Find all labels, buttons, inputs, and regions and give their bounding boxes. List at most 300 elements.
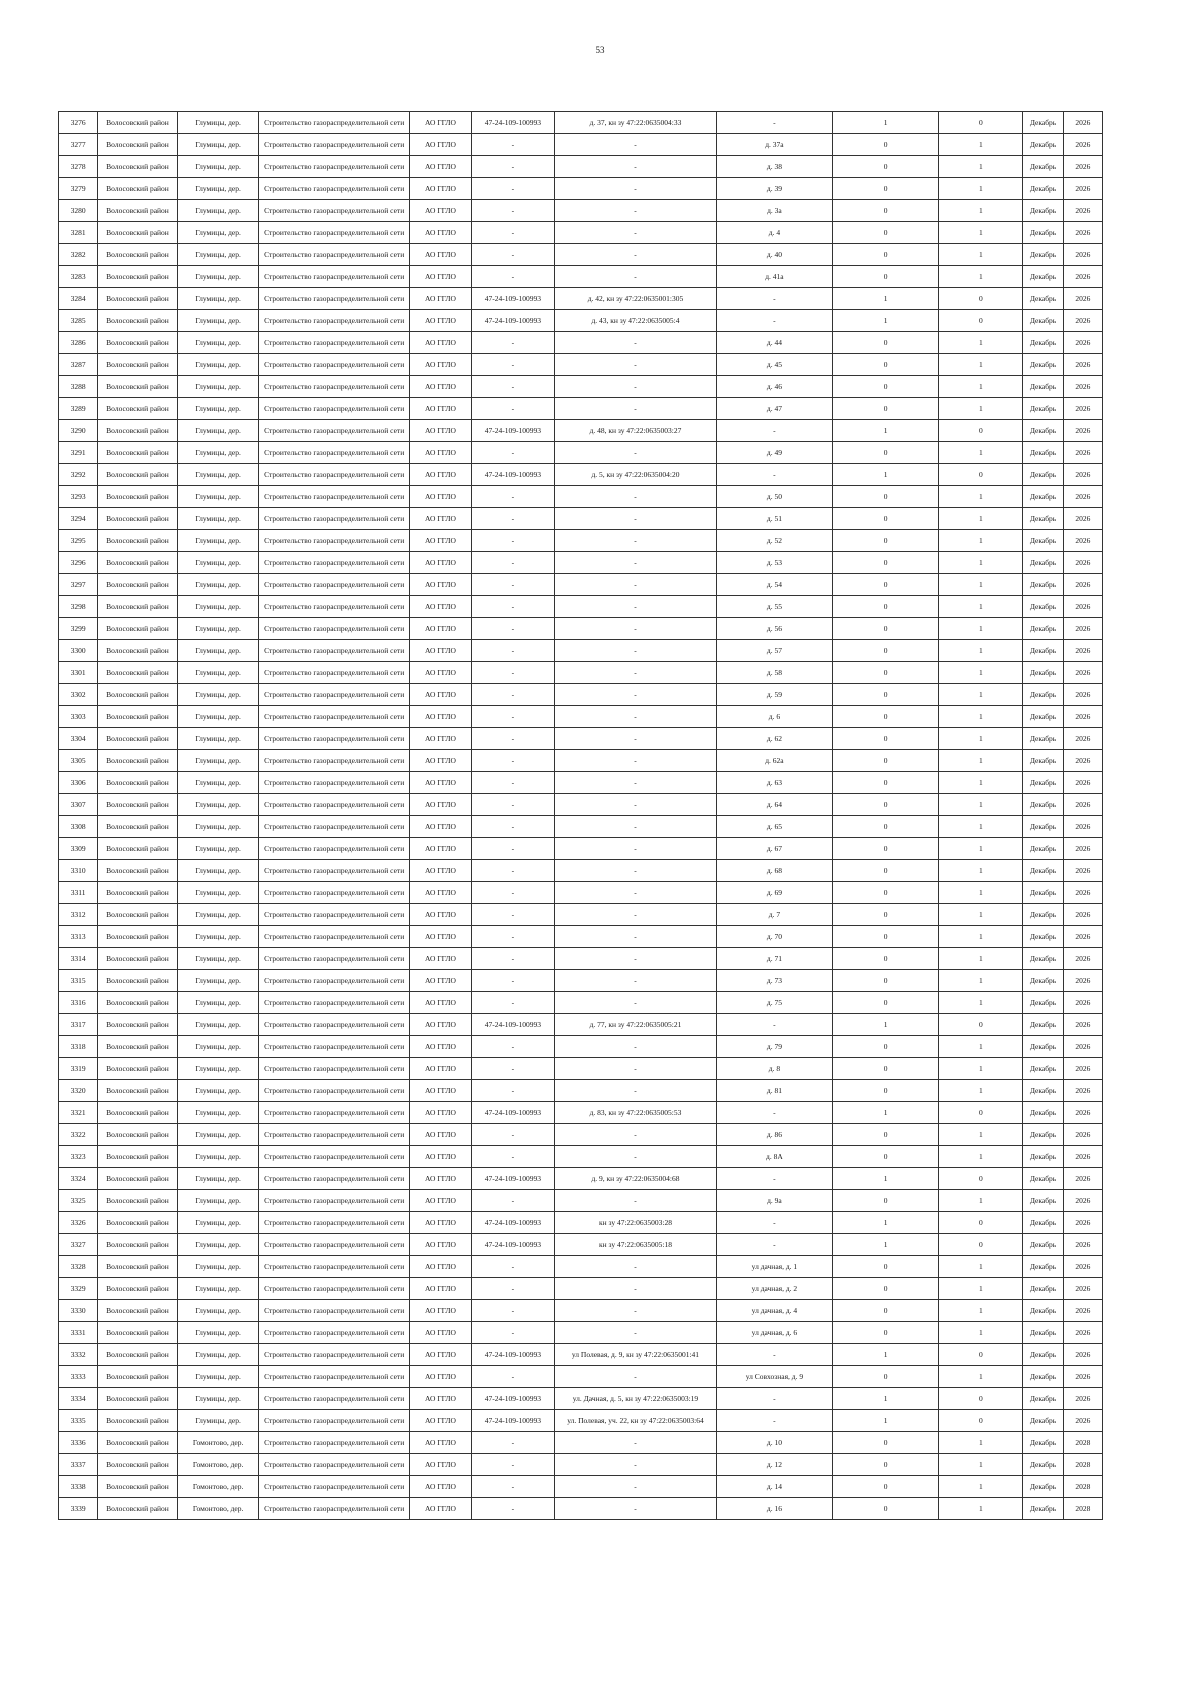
cell-work-type: Строительство газораспределительной сети [259, 1300, 409, 1322]
cell-year: 2026 [1063, 948, 1102, 970]
cell-cadastral-info: - [554, 706, 716, 728]
cell-year: 2026 [1063, 838, 1102, 860]
cell-year: 2026 [1063, 1212, 1102, 1234]
cell-work-type: Строительство газораспределительной сети [259, 1014, 409, 1036]
cell-settlement: Глумицы, дер. [177, 574, 259, 596]
cell-address: - [717, 310, 833, 332]
cell-year: 2026 [1063, 1080, 1102, 1102]
cell-cadastral-info: - [554, 1432, 716, 1454]
cell-district: Волосовский район [98, 1366, 178, 1388]
cell-value-b: 1 [939, 1454, 1023, 1476]
cell-cadastral-info: - [554, 904, 716, 926]
cell-district: Волосовский район [98, 904, 178, 926]
cell-year: 2026 [1063, 684, 1102, 706]
cell-settlement: Глумицы, дер. [177, 1124, 259, 1146]
table-row [59, 486, 1103, 508]
cell-program-code: - [471, 442, 554, 464]
cell-year: 2026 [1063, 970, 1102, 992]
cell-value-a: 1 [832, 1344, 939, 1366]
cell-work-type: Строительство газораспределительной сети [259, 288, 409, 310]
cell-month: Декабрь [1023, 1124, 1063, 1146]
cell-value-b: 1 [939, 728, 1023, 750]
cell-value-a: 0 [832, 508, 939, 530]
cell-cadastral-info: д. 42, кн зу 47:22:0635001:305 [554, 288, 716, 310]
cell-work-type: Строительство газораспределительной сети [259, 508, 409, 530]
cell-cadastral-info: - [554, 1454, 716, 1476]
cell-value-b: 1 [939, 266, 1023, 288]
cell-settlement: Глумицы, дер. [177, 420, 259, 442]
cell-settlement: Глумицы, дер. [177, 1168, 259, 1190]
table-row [59, 420, 1103, 442]
cell-month: Декабрь [1023, 640, 1063, 662]
cell-value-a: 0 [832, 1432, 939, 1454]
cell-month: Декабрь [1023, 662, 1063, 684]
cell-district: Волосовский район [98, 112, 178, 134]
cell-row-number: 3336 [59, 1432, 98, 1454]
cell-year: 2026 [1063, 1146, 1102, 1168]
cell-work-type: Строительство газораспределительной сети [259, 1410, 409, 1432]
cell-year: 2026 [1063, 134, 1102, 156]
cell-work-type: Строительство газораспределительной сети [259, 1432, 409, 1454]
cell-work-type: Строительство газораспределительной сети [259, 244, 409, 266]
cell-row-number: 3285 [59, 310, 98, 332]
cell-program-code: - [471, 772, 554, 794]
cell-address: - [717, 1234, 833, 1256]
cell-month: Декабрь [1023, 772, 1063, 794]
cell-address: д. 37а [717, 134, 833, 156]
cell-address: д. 63 [717, 772, 833, 794]
cell-address: д. 67 [717, 838, 833, 860]
cell-work-type: Строительство газораспределительной сети [259, 816, 409, 838]
cell-settlement: Глумицы, дер. [177, 1234, 259, 1256]
data-table [58, 111, 1103, 1520]
cell-program-code: - [471, 1476, 554, 1498]
cell-cadastral-info: - [554, 1036, 716, 1058]
cell-row-number: 3311 [59, 882, 98, 904]
cell-value-b: 0 [939, 1234, 1023, 1256]
cell-value-a: 0 [832, 1322, 939, 1344]
cell-settlement: Глумицы, дер. [177, 398, 259, 420]
cell-address: д. 54 [717, 574, 833, 596]
cell-value-a: 0 [832, 1080, 939, 1102]
cell-program-code: 47-24-109-100993 [471, 1102, 554, 1124]
table-row [59, 178, 1103, 200]
cell-cadastral-info: ул. Дачная, д. 5, кн зу 47:22:0635003:19 [554, 1388, 716, 1410]
cell-value-b: 1 [939, 970, 1023, 992]
cell-year: 2026 [1063, 244, 1102, 266]
cell-program-code: - [471, 706, 554, 728]
cell-month: Декабрь [1023, 816, 1063, 838]
cell-row-number: 3292 [59, 464, 98, 486]
cell-cadastral-info: - [554, 1146, 716, 1168]
cell-program-code: - [471, 1036, 554, 1058]
cell-organization: АО ГГЛО [409, 1234, 471, 1256]
cell-row-number: 3303 [59, 706, 98, 728]
cell-value-a: 0 [832, 552, 939, 574]
cell-month: Декабрь [1023, 332, 1063, 354]
cell-month: Декабрь [1023, 1168, 1063, 1190]
cell-settlement: Глумицы, дер. [177, 926, 259, 948]
cell-address: д. 73 [717, 970, 833, 992]
cell-settlement: Глумицы, дер. [177, 156, 259, 178]
table-row [59, 1256, 1103, 1278]
cell-district: Волосовский район [98, 772, 178, 794]
cell-district: Волосовский район [98, 1322, 178, 1344]
cell-row-number: 3334 [59, 1388, 98, 1410]
cell-row-number: 3323 [59, 1146, 98, 1168]
cell-organization: АО ГГЛО [409, 706, 471, 728]
cell-district: Волосовский район [98, 530, 178, 552]
cell-settlement: Глумицы, дер. [177, 376, 259, 398]
cell-cadastral-info: - [554, 1300, 716, 1322]
cell-year: 2026 [1063, 288, 1102, 310]
cell-program-code: - [471, 1256, 554, 1278]
cell-value-b: 1 [939, 596, 1023, 618]
cell-district: Волосовский район [98, 860, 178, 882]
cell-month: Декабрь [1023, 1234, 1063, 1256]
cell-work-type: Строительство газораспределительной сети [259, 1146, 409, 1168]
cell-organization: АО ГГЛО [409, 288, 471, 310]
cell-work-type: Строительство газораспределительной сети [259, 926, 409, 948]
cell-settlement: Глумицы, дер. [177, 354, 259, 376]
table-row [59, 1234, 1103, 1256]
cell-work-type: Строительство газораспределительной сети [259, 442, 409, 464]
cell-program-code: 47-24-109-100993 [471, 1388, 554, 1410]
cell-program-code: - [471, 1058, 554, 1080]
cell-settlement: Глумицы, дер. [177, 266, 259, 288]
cell-district: Волосовский район [98, 640, 178, 662]
cell-district: Волосовский район [98, 1432, 178, 1454]
cell-value-b: 1 [939, 904, 1023, 926]
cell-address: - [717, 1388, 833, 1410]
cell-program-code: - [471, 1278, 554, 1300]
cell-organization: АО ГГЛО [409, 662, 471, 684]
cell-value-a: 0 [832, 1278, 939, 1300]
cell-cadastral-info: - [554, 926, 716, 948]
cell-value-b: 1 [939, 354, 1023, 376]
table-row [59, 1498, 1103, 1520]
cell-row-number: 3283 [59, 266, 98, 288]
cell-value-a: 0 [832, 178, 939, 200]
table-row [59, 244, 1103, 266]
cell-year: 2026 [1063, 1234, 1102, 1256]
cell-month: Декабрь [1023, 398, 1063, 420]
cell-value-b: 1 [939, 1432, 1023, 1454]
cell-cadastral-info: - [554, 398, 716, 420]
cell-value-a: 0 [832, 904, 939, 926]
table-row [59, 1212, 1103, 1234]
cell-month: Декабрь [1023, 1410, 1063, 1432]
cell-organization: АО ГГЛО [409, 508, 471, 530]
cell-row-number: 3306 [59, 772, 98, 794]
cell-month: Декабрь [1023, 134, 1063, 156]
cell-settlement: Глумицы, дер. [177, 530, 259, 552]
cell-row-number: 3335 [59, 1410, 98, 1432]
cell-settlement: Глумицы, дер. [177, 134, 259, 156]
cell-program-code: - [471, 530, 554, 552]
cell-organization: АО ГГЛО [409, 266, 471, 288]
cell-month: Декабрь [1023, 1080, 1063, 1102]
cell-month: Декабрь [1023, 684, 1063, 706]
cell-row-number: 3300 [59, 640, 98, 662]
cell-row-number: 3298 [59, 596, 98, 618]
cell-work-type: Строительство газораспределительной сети [259, 354, 409, 376]
cell-value-a: 0 [832, 816, 939, 838]
cell-settlement: Глумицы, дер. [177, 816, 259, 838]
table-row [59, 332, 1103, 354]
cell-value-b: 1 [939, 200, 1023, 222]
cell-row-number: 3278 [59, 156, 98, 178]
cell-organization: АО ГГЛО [409, 244, 471, 266]
cell-year: 2026 [1063, 376, 1102, 398]
cell-cadastral-info: - [554, 794, 716, 816]
cell-value-a: 0 [832, 1256, 939, 1278]
cell-work-type: Строительство газораспределительной сети [259, 332, 409, 354]
cell-value-a: 1 [832, 1410, 939, 1432]
cell-year: 2026 [1063, 552, 1102, 574]
cell-organization: АО ГГЛО [409, 1410, 471, 1432]
cell-value-a: 1 [832, 288, 939, 310]
cell-month: Декабрь [1023, 618, 1063, 640]
cell-district: Волосовский район [98, 266, 178, 288]
cell-row-number: 3321 [59, 1102, 98, 1124]
cell-program-code: - [471, 222, 554, 244]
table-row [59, 134, 1103, 156]
cell-month: Декабрь [1023, 112, 1063, 134]
cell-program-code: - [471, 1124, 554, 1146]
cell-value-b: 1 [939, 926, 1023, 948]
cell-address: д. 52 [717, 530, 833, 552]
cell-district: Волосовский район [98, 1058, 178, 1080]
cell-year: 2026 [1063, 1366, 1102, 1388]
cell-program-code: 47-24-109-100993 [471, 310, 554, 332]
cell-district: Волосовский район [98, 1388, 178, 1410]
cell-cadastral-info: - [554, 156, 716, 178]
cell-district: Волосовский район [98, 398, 178, 420]
cell-program-code: - [471, 992, 554, 1014]
cell-program-code: - [471, 376, 554, 398]
table-row [59, 596, 1103, 618]
cell-month: Декабрь [1023, 1014, 1063, 1036]
cell-value-b: 1 [939, 134, 1023, 156]
cell-settlement: Глумицы, дер. [177, 706, 259, 728]
cell-program-code: - [471, 574, 554, 596]
cell-value-a: 0 [832, 948, 939, 970]
cell-settlement: Глумицы, дер. [177, 772, 259, 794]
cell-value-a: 0 [832, 1146, 939, 1168]
cell-address: д. 47 [717, 398, 833, 420]
cell-year: 2026 [1063, 222, 1102, 244]
cell-program-code: - [471, 552, 554, 574]
cell-value-b: 1 [939, 618, 1023, 640]
table-row [59, 1454, 1103, 1476]
cell-row-number: 3286 [59, 332, 98, 354]
page-number: 53 [595, 45, 605, 55]
cell-value-b: 1 [939, 1036, 1023, 1058]
cell-work-type: Строительство газораспределительной сети [259, 1124, 409, 1146]
cell-address: д. 50 [717, 486, 833, 508]
cell-month: Декабрь [1023, 970, 1063, 992]
cell-district: Волосовский район [98, 948, 178, 970]
cell-month: Декабрь [1023, 1212, 1063, 1234]
cell-address: д. 57 [717, 640, 833, 662]
cell-year: 2026 [1063, 530, 1102, 552]
cell-value-b: 1 [939, 662, 1023, 684]
cell-district: Волосовский район [98, 1146, 178, 1168]
cell-cadastral-info: - [554, 1322, 716, 1344]
cell-value-b: 1 [939, 508, 1023, 530]
cell-program-code: - [471, 398, 554, 420]
table-row [59, 200, 1103, 222]
cell-value-a: 0 [832, 596, 939, 618]
cell-year: 2026 [1063, 354, 1102, 376]
cell-organization: АО ГГЛО [409, 772, 471, 794]
cell-row-number: 3310 [59, 860, 98, 882]
cell-year: 2026 [1063, 596, 1102, 618]
cell-organization: АО ГГЛО [409, 200, 471, 222]
cell-year: 2026 [1063, 574, 1102, 596]
cell-program-code: - [471, 332, 554, 354]
cell-year: 2026 [1063, 420, 1102, 442]
cell-organization: АО ГГЛО [409, 618, 471, 640]
cell-program-code: 47-24-109-100993 [471, 112, 554, 134]
cell-work-type: Строительство газораспределительной сети [259, 1322, 409, 1344]
table-row [59, 1146, 1103, 1168]
cell-year: 2028 [1063, 1432, 1102, 1454]
cell-settlement: Глумицы, дер. [177, 288, 259, 310]
cell-organization: АО ГГЛО [409, 442, 471, 464]
cell-program-code: - [471, 904, 554, 926]
cell-settlement: Глумицы, дер. [177, 1300, 259, 1322]
cell-year: 2026 [1063, 1102, 1102, 1124]
cell-month: Декабрь [1023, 794, 1063, 816]
cell-value-b: 1 [939, 992, 1023, 1014]
cell-address: - [717, 1102, 833, 1124]
cell-organization: АО ГГЛО [409, 486, 471, 508]
cell-work-type: Строительство газораспределительной сети [259, 706, 409, 728]
cell-cadastral-info: - [554, 332, 716, 354]
cell-organization: АО ГГЛО [409, 684, 471, 706]
cell-year: 2026 [1063, 618, 1102, 640]
cell-year: 2026 [1063, 926, 1102, 948]
table-row [59, 992, 1103, 1014]
cell-month: Декабрь [1023, 1190, 1063, 1212]
cell-work-type: Строительство газораспределительной сети [259, 266, 409, 288]
cell-district: Волосовский район [98, 1168, 178, 1190]
cell-address: д. 58 [717, 662, 833, 684]
cell-value-a: 1 [832, 420, 939, 442]
cell-year: 2026 [1063, 794, 1102, 816]
cell-row-number: 3299 [59, 618, 98, 640]
cell-cadastral-info: - [554, 1080, 716, 1102]
cell-work-type: Строительство газораспределительной сети [259, 970, 409, 992]
cell-organization: АО ГГЛО [409, 222, 471, 244]
cell-cadastral-info: - [554, 134, 716, 156]
cell-value-b: 1 [939, 1256, 1023, 1278]
cell-month: Декабрь [1023, 1322, 1063, 1344]
table-row [59, 882, 1103, 904]
cell-year: 2028 [1063, 1454, 1102, 1476]
cell-value-b: 1 [939, 530, 1023, 552]
cell-district: Волосовский район [98, 992, 178, 1014]
cell-address: д. 44 [717, 332, 833, 354]
cell-year: 2026 [1063, 992, 1102, 1014]
table-row [59, 376, 1103, 398]
cell-settlement: Глумицы, дер. [177, 970, 259, 992]
cell-district: Волосовский район [98, 1476, 178, 1498]
cell-month: Декабрь [1023, 1256, 1063, 1278]
cell-program-code: - [471, 684, 554, 706]
cell-district: Волосовский район [98, 1124, 178, 1146]
cell-year: 2026 [1063, 1300, 1102, 1322]
cell-value-b: 1 [939, 1080, 1023, 1102]
cell-program-code: - [471, 882, 554, 904]
cell-row-number: 3329 [59, 1278, 98, 1300]
cell-settlement: Глумицы, дер. [177, 310, 259, 332]
cell-program-code: - [471, 1322, 554, 1344]
cell-month: Декабрь [1023, 1344, 1063, 1366]
cell-value-b: 1 [939, 772, 1023, 794]
cell-cadastral-info: - [554, 1498, 716, 1520]
cell-cadastral-info: д. 9, кн зу 47:22:0635004:68 [554, 1168, 716, 1190]
cell-value-b: 1 [939, 574, 1023, 596]
cell-district: Волосовский район [98, 706, 178, 728]
cell-value-a: 0 [832, 662, 939, 684]
table-row [59, 1300, 1103, 1322]
cell-settlement: Глумицы, дер. [177, 992, 259, 1014]
cell-month: Декабрь [1023, 420, 1063, 442]
cell-row-number: 3289 [59, 398, 98, 420]
cell-settlement: Глумицы, дер. [177, 1146, 259, 1168]
cell-value-a: 1 [832, 310, 939, 332]
cell-row-number: 3277 [59, 134, 98, 156]
table-row [59, 1058, 1103, 1080]
cell-value-b: 1 [939, 1146, 1023, 1168]
cell-district: Волосовский район [98, 332, 178, 354]
cell-cadastral-info: - [554, 442, 716, 464]
cell-organization: АО ГГЛО [409, 1124, 471, 1146]
cell-address: д. 64 [717, 794, 833, 816]
cell-month: Декабрь [1023, 860, 1063, 882]
cell-organization: АО ГГЛО [409, 530, 471, 552]
table-row [59, 552, 1103, 574]
cell-value-b: 1 [939, 838, 1023, 860]
cell-cadastral-info: - [554, 1278, 716, 1300]
cell-row-number: 3301 [59, 662, 98, 684]
cell-value-b: 1 [939, 332, 1023, 354]
cell-organization: АО ГГЛО [409, 816, 471, 838]
cell-cadastral-info: - [554, 244, 716, 266]
cell-year: 2026 [1063, 1124, 1102, 1146]
cell-value-b: 1 [939, 1322, 1023, 1344]
cell-settlement: Глумицы, дер. [177, 1014, 259, 1036]
cell-year: 2026 [1063, 486, 1102, 508]
cell-value-b: 0 [939, 112, 1023, 134]
cell-organization: АО ГГЛО [409, 1212, 471, 1234]
cell-work-type: Строительство газораспределительной сети [259, 1102, 409, 1124]
cell-row-number: 3313 [59, 926, 98, 948]
cell-program-code: 47-24-109-100993 [471, 288, 554, 310]
cell-program-code: - [471, 970, 554, 992]
cell-cadastral-info: - [554, 508, 716, 530]
table-row [59, 354, 1103, 376]
cell-year: 2026 [1063, 816, 1102, 838]
cell-row-number: 3322 [59, 1124, 98, 1146]
cell-address: д. 79 [717, 1036, 833, 1058]
cell-value-a: 0 [832, 970, 939, 992]
cell-address: д. 14 [717, 1476, 833, 1498]
cell-organization: АО ГГЛО [409, 1278, 471, 1300]
